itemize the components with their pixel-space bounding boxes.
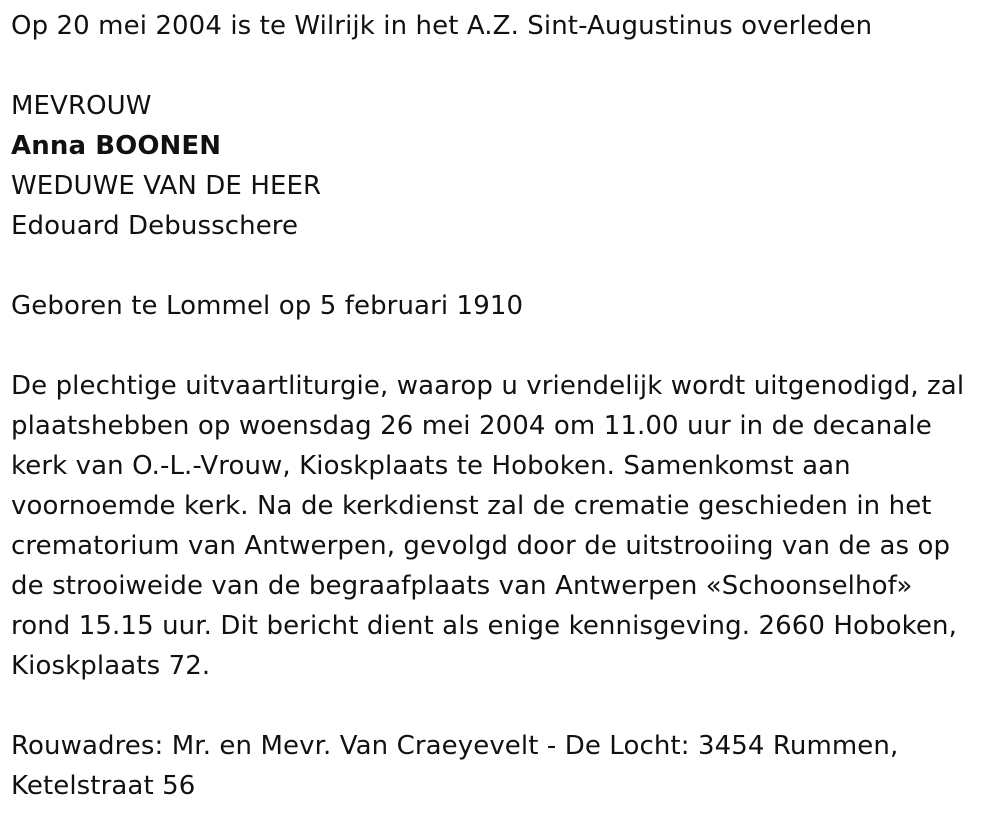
address-line: Rouwadres: Mr. en Mevr. Van Craeyevelt - De Locht: 3454 Rummen, bbox=[11, 731, 899, 761]
mourning-address bbox=[11, 726, 991, 806]
funeral-line: Kioskplaats 72. bbox=[11, 651, 211, 681]
spacer bbox=[11, 46, 991, 86]
funeral-paragraph bbox=[11, 366, 991, 686]
funeral-line: rond 15.15 uur. Dit bericht dient als enige kennisgeving. 2660 Hoboken, bbox=[11, 611, 957, 641]
birth-line: Geboren te Lommel op 5 februari 1910 bbox=[11, 291, 524, 321]
intro-line: Op 20 mei 2004 is te Wilrijk in het A.Z. Sint-Augustinus overleden bbox=[11, 11, 873, 41]
funeral-line: voornoemde kerk. Na de kerkdienst zal de crematie geschieden in het bbox=[11, 491, 932, 521]
spouse-name: Edouard Debusschere bbox=[11, 211, 299, 241]
deceased-name: Anna BOONEN bbox=[11, 131, 222, 161]
spacer bbox=[11, 326, 991, 366]
relation-line: WEDUWE VAN DE HEER bbox=[11, 171, 322, 201]
honorific: MEVROUW bbox=[11, 91, 152, 121]
spacer bbox=[11, 686, 991, 726]
death-notice bbox=[11, 6, 991, 806]
funeral-line: crematorium van Antwerpen, gevolgd door de uitstrooiing van de as op bbox=[11, 531, 951, 561]
spacer bbox=[11, 246, 991, 286]
funeral-line: kerk van O.-L.-Vrouw, Kioskplaats te Hoboken. Samenkomst aan bbox=[11, 451, 851, 481]
funeral-line: De plechtige uitvaartliturgie, waarop u vriendelijk wordt uitgenodigd, zal bbox=[11, 371, 965, 401]
address-line: Ketelstraat 56 bbox=[11, 771, 196, 801]
funeral-line: plaatshebben op woensdag 26 mei 2004 om 11.00 uur in de decanale bbox=[11, 411, 932, 441]
funeral-line: de strooiweide van de begraafplaats van Antwerpen «Schoonselhof» bbox=[11, 571, 913, 601]
